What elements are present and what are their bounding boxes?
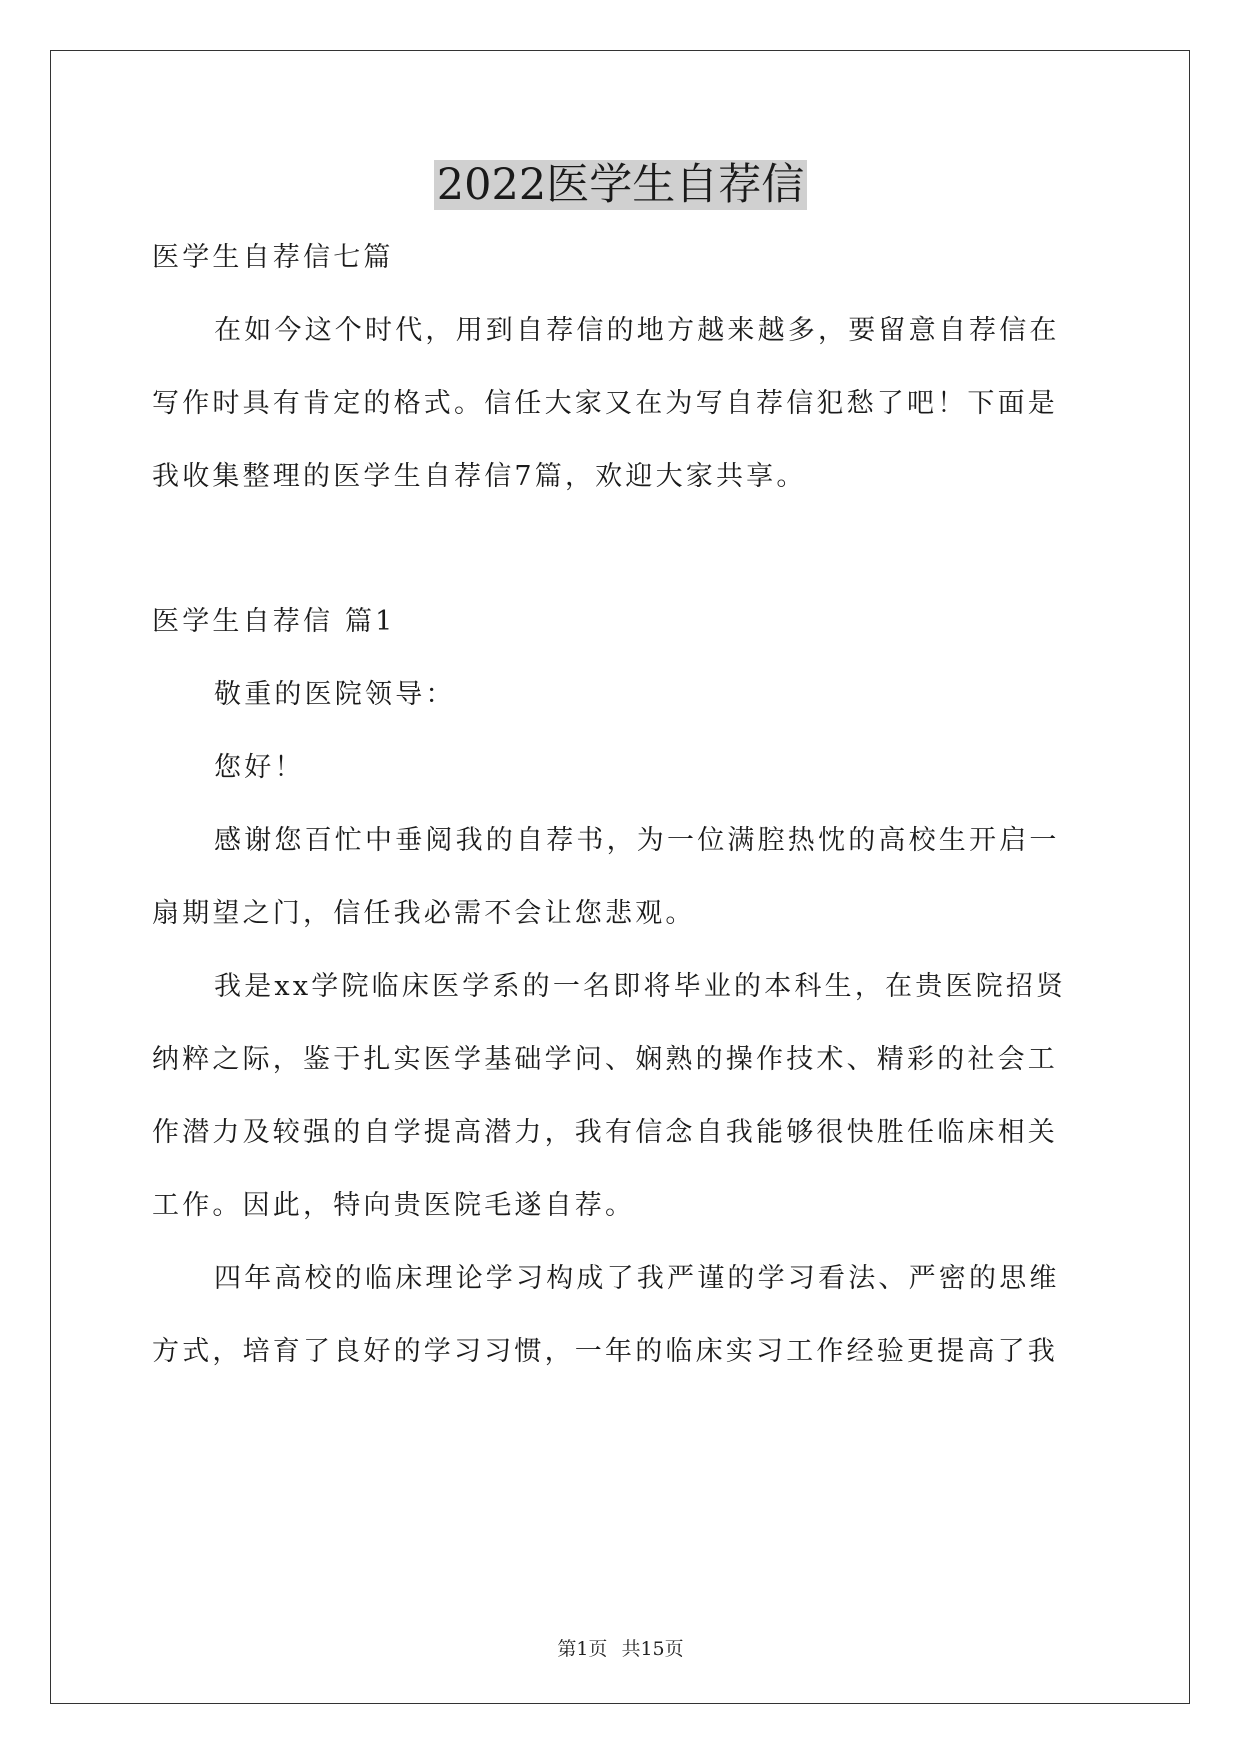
paragraph-line: 四年高校的临床理论学习构成了我严谨的学习看法、严密的思维 <box>214 1263 1060 1294</box>
page-footer <box>0 1636 1241 1662</box>
paragraph-line: 扇期望之门，信任我必需不会让您悲观。 <box>152 898 696 929</box>
paragraph-line: 方式，培育了良好的学习习惯，一年的临床实习工作经验更提高了我 <box>152 1336 1058 1367</box>
document-subtitle: 医学生自荐信七篇 <box>152 242 394 273</box>
paragraph-line: 我是xx学院临床医学系的一名即将毕业的本科生，在贵医院招贤 <box>214 971 1067 1002</box>
section-heading: 医学生自荐信 篇1 <box>152 606 396 637</box>
document-title-text: 2022医学生自荐信 <box>434 160 807 210</box>
document-title <box>0 155 1241 215</box>
salutation: 敬重的医院领导： <box>214 679 456 710</box>
page-number: 第1页 <box>557 1638 608 1660</box>
paragraph-line: 在如今这个时代，用到自荐信的地方越来越多，要留意自荐信在 <box>214 315 1060 346</box>
paragraph-line: 感谢您百忙中垂阅我的自荐书，为一位满腔热忱的高校生开启一 <box>214 825 1060 856</box>
paragraph-line: 我收集整理的医学生自荐信7篇，欢迎大家共享。 <box>152 461 807 492</box>
greeting: 您好！ <box>214 752 305 783</box>
paragraph-line: 作潜力及较强的自学提高潜力，我有信念自我能够很快胜任临床相关 <box>152 1117 1058 1148</box>
paragraph-line: 纳粹之际，鉴于扎实医学基础学问、娴熟的操作技术、精彩的社会工 <box>152 1044 1058 1075</box>
page-border <box>50 50 1190 1704</box>
paragraph-line: 写作时具有肯定的格式。信任大家又在为写自荐信犯愁了吧！下面是 <box>152 388 1058 419</box>
paragraph-line: 工作。因此，特向贵医院毛遂自荐。 <box>152 1190 636 1221</box>
page-total: 共15页 <box>621 1638 684 1660</box>
